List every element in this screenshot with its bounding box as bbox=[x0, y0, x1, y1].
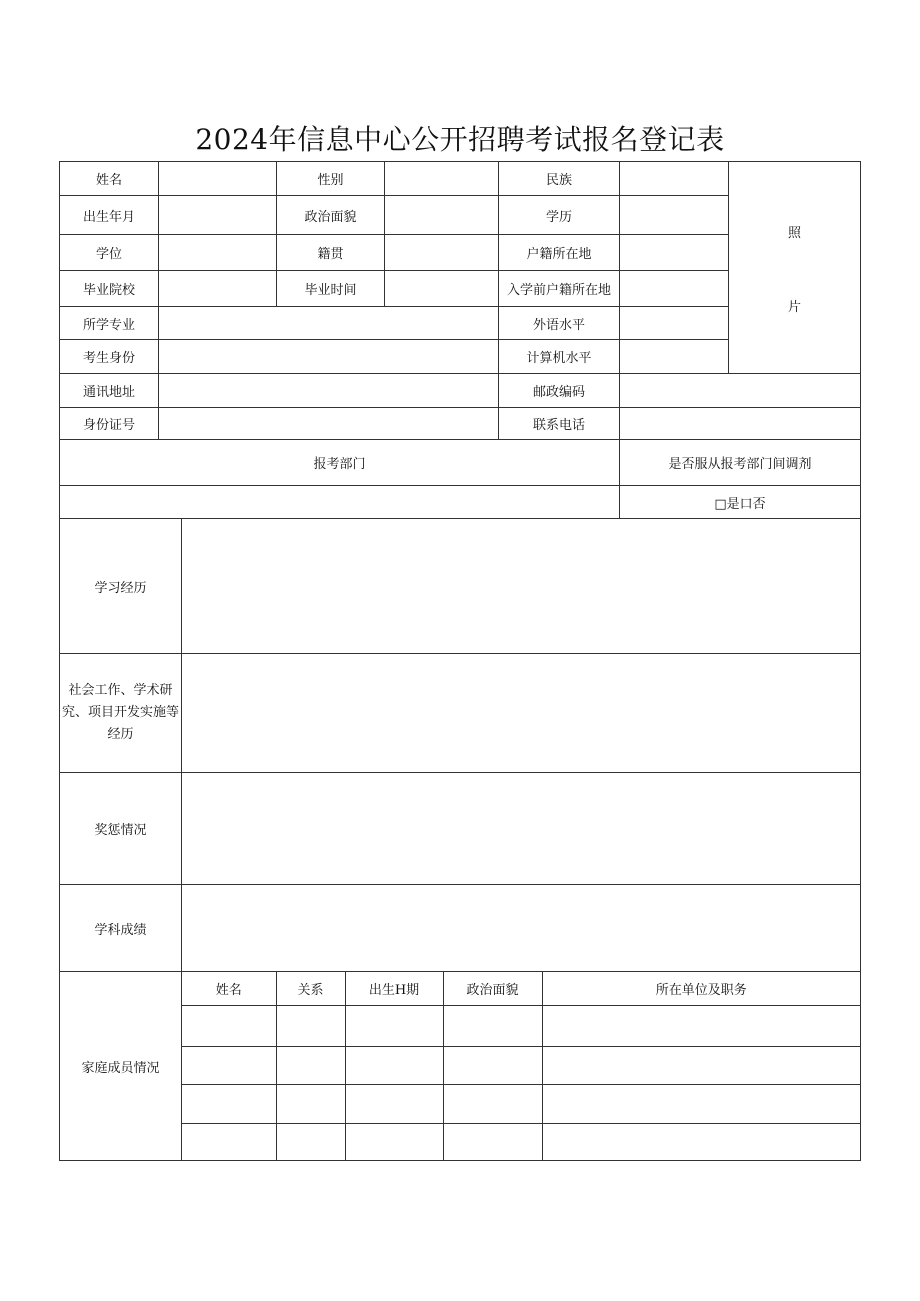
label-awards: 奖惩情况 bbox=[60, 773, 182, 885]
table-row bbox=[182, 1123, 860, 1160]
family-header-row bbox=[182, 972, 860, 1005]
label-education: 学历 bbox=[499, 196, 620, 235]
field-birth[interactable] bbox=[159, 196, 277, 235]
family-cell[interactable] bbox=[276, 1084, 345, 1123]
family-cell[interactable] bbox=[182, 1123, 276, 1160]
label-gender: 性别 bbox=[277, 162, 385, 196]
family-cell[interactable] bbox=[345, 1005, 443, 1046]
family-cell[interactable] bbox=[345, 1084, 443, 1123]
table-row bbox=[182, 1084, 860, 1123]
field-postcode[interactable] bbox=[620, 374, 861, 408]
family-cell[interactable] bbox=[542, 1005, 860, 1046]
family-cell[interactable] bbox=[443, 1046, 542, 1084]
label-postcode: 邮政编码 bbox=[499, 374, 620, 408]
field-work[interactable] bbox=[182, 654, 861, 773]
family-cell[interactable] bbox=[443, 1005, 542, 1046]
label-name: 姓名 bbox=[60, 162, 159, 196]
field-foreign-lang[interactable] bbox=[620, 307, 729, 340]
field-education[interactable] bbox=[620, 196, 729, 235]
family-cell[interactable] bbox=[345, 1123, 443, 1160]
family-cell[interactable] bbox=[443, 1123, 542, 1160]
field-awards[interactable] bbox=[182, 773, 861, 885]
field-school[interactable] bbox=[159, 271, 277, 307]
field-name[interactable] bbox=[159, 162, 277, 196]
field-pre-household[interactable] bbox=[620, 271, 729, 307]
field-ethnicity[interactable] bbox=[620, 162, 729, 196]
family-cell[interactable] bbox=[276, 1046, 345, 1084]
label-family: 家庭成员情况 bbox=[60, 972, 182, 1161]
field-degree[interactable] bbox=[159, 235, 277, 271]
label-native-place: 籍贯 bbox=[277, 235, 385, 271]
field-study[interactable] bbox=[182, 519, 861, 654]
label-pre-household: 入学前户籍所在地 bbox=[499, 271, 620, 307]
registration-form bbox=[59, 161, 861, 1161]
label-major: 所学专业 bbox=[60, 307, 159, 340]
label-school: 毕业院校 bbox=[60, 271, 159, 307]
family-header-employer: 所在单位及职务 bbox=[542, 972, 860, 1005]
label-household: 户籍所在地 bbox=[499, 235, 620, 271]
label-degree: 学位 bbox=[60, 235, 159, 271]
family-cell[interactable] bbox=[276, 1005, 345, 1046]
adjust-options[interactable]: □是口否 bbox=[620, 486, 861, 519]
family-cell[interactable] bbox=[182, 1046, 276, 1084]
label-foreign-lang: 外语水平 bbox=[499, 307, 620, 340]
field-phone[interactable] bbox=[620, 408, 861, 440]
family-cell[interactable] bbox=[542, 1046, 860, 1084]
family-cell[interactable] bbox=[345, 1046, 443, 1084]
family-header-political: 政治面貌 bbox=[443, 972, 542, 1005]
label-scores: 学科成绩 bbox=[60, 885, 182, 972]
label-adjust: 是否服从报考部门间调剂 bbox=[620, 440, 861, 486]
field-gender[interactable] bbox=[385, 162, 499, 196]
label-address: 通讯地址 bbox=[60, 374, 159, 408]
family-cell[interactable] bbox=[182, 1084, 276, 1123]
label-apply-dept: 报考部门 bbox=[60, 440, 620, 486]
label-identity: 考生身份 bbox=[60, 340, 159, 374]
table-row bbox=[182, 1046, 860, 1084]
family-header-relation: 关系 bbox=[276, 972, 345, 1005]
photo-label-1: 照 bbox=[787, 226, 801, 241]
label-ethnicity: 民族 bbox=[499, 162, 620, 196]
label-study: 学习经历 bbox=[60, 519, 182, 654]
photo-label-2: 片 bbox=[787, 300, 801, 315]
form-title: 2024年信息中心公开招聘考试报名登记表 bbox=[195, 123, 725, 156]
label-grad-time: 毕业时间 bbox=[277, 271, 385, 307]
field-household[interactable] bbox=[620, 235, 729, 271]
label-id-number: 身份证号 bbox=[60, 408, 159, 440]
family-cell[interactable] bbox=[276, 1123, 345, 1160]
field-political[interactable] bbox=[385, 196, 499, 235]
field-computer[interactable] bbox=[620, 340, 729, 374]
field-identity[interactable] bbox=[159, 340, 499, 374]
field-address[interactable] bbox=[159, 374, 499, 408]
label-political: 政治面貌 bbox=[277, 196, 385, 235]
field-grad-time[interactable] bbox=[385, 271, 499, 307]
label-computer: 计算机水平 bbox=[499, 340, 620, 374]
family-header-name: 姓名 bbox=[182, 972, 276, 1005]
family-table bbox=[182, 972, 860, 1160]
field-scores[interactable] bbox=[182, 885, 861, 972]
label-birth: 出生年月 bbox=[60, 196, 159, 235]
label-phone: 联系电话 bbox=[499, 408, 620, 440]
field-native-place[interactable] bbox=[385, 235, 499, 271]
label-work: 社会工作、学术研究、项目开发实施等经历 bbox=[60, 654, 182, 773]
table-row bbox=[182, 1005, 860, 1046]
field-id-number[interactable] bbox=[159, 408, 499, 440]
field-apply-dept[interactable] bbox=[60, 486, 620, 519]
family-cell[interactable] bbox=[443, 1084, 542, 1123]
family-cell[interactable] bbox=[542, 1084, 860, 1123]
family-cell[interactable] bbox=[542, 1123, 860, 1160]
family-table-cell bbox=[182, 972, 861, 1161]
family-header-birth: 出生H期 bbox=[345, 972, 443, 1005]
field-major[interactable] bbox=[159, 307, 499, 340]
photo-box[interactable] bbox=[729, 162, 861, 374]
family-cell[interactable] bbox=[182, 1005, 276, 1046]
